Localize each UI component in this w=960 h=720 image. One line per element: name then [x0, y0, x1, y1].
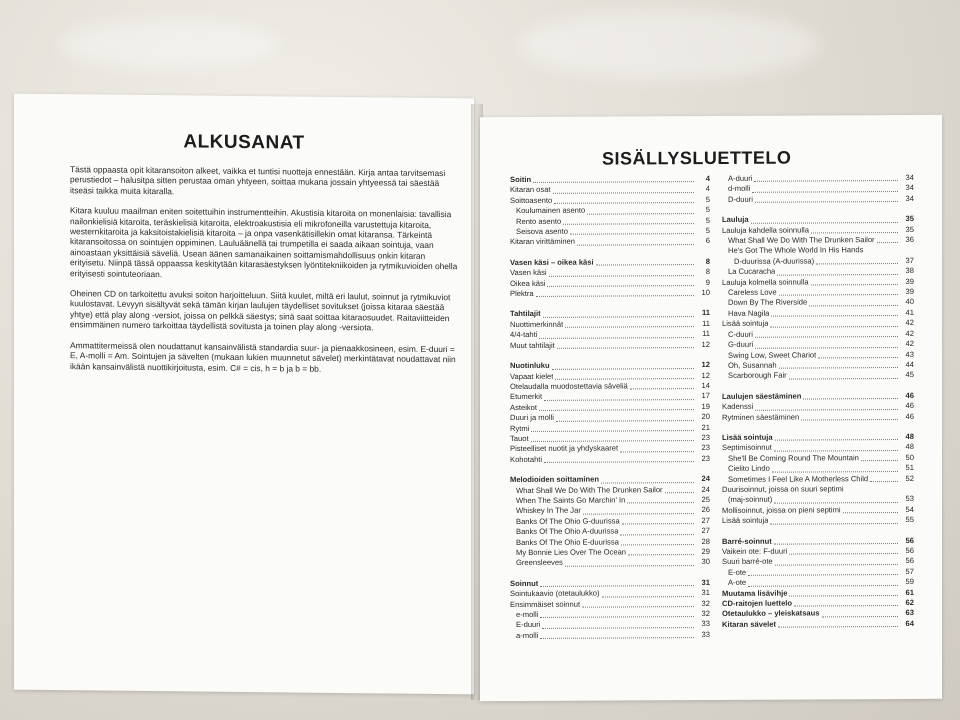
toc-entry-title: Kitaran sävelet — [722, 619, 777, 629]
toc-entry-page: 54 — [905, 504, 914, 514]
toc-entry-page: 12 — [701, 370, 710, 380]
toc-entry-page: 48 — [905, 431, 914, 441]
dot-leader — [602, 596, 695, 597]
toc-entry-page: 45 — [905, 370, 914, 380]
toc-entry-page: 33 — [701, 629, 710, 639]
dot-leader — [577, 244, 694, 246]
dot-leader — [775, 564, 898, 566]
toc-entry-page: 50 — [905, 452, 914, 462]
dot-leader — [539, 337, 694, 339]
toc-entry-title: d-molli — [728, 184, 751, 194]
toc-entry-title: C-duuri — [728, 329, 753, 339]
toc-entry-page: 56 — [905, 535, 914, 545]
toc-entry-title: Lauluja kahdella soinnulla — [722, 225, 809, 235]
toc-entry-title: A-duuri — [728, 173, 753, 183]
dot-leader — [552, 368, 694, 370]
toc-entry-title: Suuri barré-ote — [722, 557, 773, 567]
toc-entry-page: 38 — [905, 266, 914, 276]
dot-leader — [774, 502, 898, 504]
toc-entry-page: 8 — [705, 267, 710, 277]
dot-leader — [803, 398, 898, 399]
toc-entry-page: 48 — [905, 442, 914, 452]
toc-entry-title: Sointukaavio (otetaulukko) — [510, 588, 600, 599]
toc-entry-title: Kitaran virittäminen — [510, 237, 575, 247]
toc-entry-title: E-duuri — [516, 620, 541, 630]
dot-leader — [565, 565, 694, 567]
dot-leader — [772, 471, 898, 473]
toc-entry-page: 64 — [905, 618, 914, 628]
toc-entry — [510, 630, 710, 641]
toc-entry-title: Vasen käsi – oikea käsi — [510, 257, 594, 267]
dot-leader — [557, 347, 694, 349]
toc-entry-title: Banks Of The Ohio G-duurissa — [516, 516, 620, 526]
toc-entry-page: 52 — [905, 473, 914, 483]
toc-column-left — [510, 174, 710, 641]
dot-leader — [620, 451, 694, 452]
toc-entry-page: 59 — [905, 577, 914, 587]
dot-leader — [801, 419, 898, 421]
dot-leader — [627, 502, 694, 503]
paragraph: Tästä oppaasta opit kitaransoiton alkeet, vaikka et tuntisi nuotteja ennestään. Kirja antaa tarvitsemasi perustiedot – halusitpa sitten perustaa oman yhtyeen, soittaa mukana jossain yhtyeessä tai säestää itseäsi taikka muita kitaralla. — [70, 164, 446, 197]
toc-entry-title: Lisää sointuja — [722, 432, 773, 442]
toc-entry-title: Banks Of The Ohio A-duurissa — [516, 526, 619, 537]
toc-entry-page: 23 — [701, 453, 710, 463]
toc-entry-title: Soinnut — [510, 578, 539, 588]
toc-entry-title: Mollisoinnut, joissa on pieni septimi — [722, 505, 841, 515]
dot-leader — [777, 274, 898, 276]
dot-leader — [779, 294, 898, 296]
toc-entry-title: Vapaat kielet — [510, 371, 554, 381]
toc-entry-title: Otetaulukko – yleiskatsaus — [722, 608, 820, 619]
toc-entry-page: 35 — [905, 224, 914, 234]
dot-leader — [775, 439, 898, 441]
dot-leader — [555, 378, 694, 380]
toc-entry-title: Rytminen säestäminen — [722, 412, 800, 422]
dot-leader — [748, 585, 898, 587]
toc-entry-title: Oikea käsi — [510, 278, 546, 288]
toc-entry-title: What Shall We Do With The Drunken Sailor — [516, 484, 663, 495]
toc-entry-page: 5 — [705, 194, 710, 204]
dot-leader — [755, 409, 898, 411]
dot-leader — [622, 523, 694, 524]
dot-leader — [778, 626, 898, 628]
toc-entry-page: 42 — [905, 318, 914, 328]
toc-entry-page: 33 — [701, 619, 710, 629]
toc-entry-title: CD-raitojen luettelo — [722, 598, 793, 608]
dot-leader — [770, 326, 898, 328]
dot-leader — [543, 316, 694, 318]
toc-entry-page: 42 — [905, 328, 914, 338]
dot-leader — [794, 605, 898, 607]
dot-leader — [755, 336, 898, 338]
toc-entry-page: 32 — [701, 598, 710, 608]
toc-entry-page: 12 — [701, 339, 710, 349]
toc-entry-title: Banks Of The Ohio E-duurissa — [516, 537, 619, 547]
toc-entry-title: Cielito Lindo — [728, 463, 770, 474]
toc-entry-title: La Cucaracha — [728, 266, 776, 277]
toc-entry-page: 5 — [705, 215, 710, 225]
dot-leader — [540, 637, 694, 639]
dot-leader — [861, 460, 898, 461]
dot-leader — [544, 461, 694, 463]
dot-leader — [540, 617, 694, 619]
dot-leader — [570, 234, 694, 236]
toc-entry-page: 34 — [905, 193, 914, 203]
dot-leader — [870, 481, 898, 482]
dot-leader — [596, 264, 694, 266]
toc-entry-title: (maj-soinnut) — [728, 495, 773, 505]
toc-entry-title: E-ote — [728, 567, 747, 577]
dot-leader — [751, 222, 898, 224]
dot-leader — [556, 420, 694, 422]
toc-entry-page: 20 — [701, 412, 710, 422]
toc-entry-page: 11 — [702, 318, 710, 328]
toc-entry-page: 29 — [701, 547, 710, 557]
toc-entry-title: a-molli — [516, 630, 539, 640]
toc-entry-page: 61 — [905, 587, 914, 597]
toc-entry-page: 10 — [701, 288, 710, 298]
toc-entry-title: What Shall We Do With The Drunken Sailor — [728, 235, 875, 245]
toc-entry-page: 56 — [905, 545, 914, 555]
toc-entry-title: G-duuri — [728, 339, 754, 350]
toc-entry-title: Seisova asento — [516, 226, 568, 237]
dot-leader — [554, 202, 694, 204]
dot-leader — [771, 315, 898, 317]
toc-entry-page: 25 — [701, 494, 710, 505]
toc-entry-page: 23 — [701, 432, 710, 442]
dot-leader — [811, 284, 898, 285]
toc-entry-page: 55 — [905, 515, 914, 525]
dot-leader — [582, 606, 694, 608]
dot-leader — [531, 440, 694, 442]
toc-entry-page: 63 — [905, 608, 914, 618]
toc-entry-title: Sometimes I Feel Like A Motherless Child — [728, 473, 869, 484]
dot-leader — [789, 378, 898, 380]
toc-entry-title: Muut tahtilajit — [510, 340, 555, 350]
toc-entry-title: Oh, Susannah — [728, 360, 777, 370]
toc-entry-title: When The Saints Go Marchin' In — [516, 495, 626, 505]
toc-entry-page: 26 — [701, 505, 710, 515]
toc-entry-title: Swing Low, Sweet Chariot — [728, 349, 817, 360]
toc-entry-title: Down By The Riverside — [728, 297, 808, 308]
toc-entry-title: Tauot — [510, 433, 529, 443]
toc-entry-title: Otelaudalla muodostettavia säveliä — [510, 381, 628, 391]
toc-entry-title: She'll Be Coming Round The Mountain — [728, 452, 859, 463]
toc-column-right — [722, 173, 914, 630]
toc-entry-title: Duurisoinnut, joissa on suuri septimi — [722, 484, 844, 494]
dot-leader — [549, 275, 694, 277]
toc-entry-page: 36 — [905, 234, 914, 245]
toc-entry-page: 23 — [701, 443, 710, 453]
toc-entry-page: 41 — [905, 307, 914, 317]
toc-entry-title: Etumerkit — [510, 392, 543, 402]
dot-leader — [877, 242, 898, 243]
toc-entry-page: 27 — [701, 526, 710, 536]
paragraph: Ammattitermeissä olen noudattanut kansainvälistä standardia suur- ja pienaakkosineen, esim. E-duuri = E, A-molli = Am. Sointujen ja sävelten (mukaan lukien muunnetut sävelet) merkintätavat noudattavat niin ikään kansainvälistä nuottikirjoitusta, esim. C# = cis, h = b ja b = bb. — [70, 339, 456, 374]
toc-entry-page: 39 — [905, 286, 914, 297]
toc-entry-title: Lisää sointuja — [722, 515, 769, 526]
dot-leader — [587, 213, 694, 215]
toc-entry-title: Lauluja — [722, 215, 749, 225]
dot-leader — [620, 534, 694, 535]
dot-leader — [789, 553, 898, 555]
toc-entry-title: Laulujen säestäminen — [722, 391, 802, 401]
dot-leader — [601, 482, 694, 483]
paragraph: Oheinen CD on tarkoitettu avuksi soiton harjoitteluun. Siitä kuulet, miltä eri laulut, soinnut ja rytmikuviot kuulostavat. Levyyn sisältyvät sekä tämän kirjan laulujen täydelliset sovitukset (joissa kitaraa säestää yhtye) että play along -versiot, joissa on pelkkä säestys; sinä saat soittaa kitaraosuudet. Raitaviitteiden ensimmäinen numero tarkoittaa täydellistä sovitusta ja toinen play along -versiota. — [70, 288, 451, 333]
toc-entry-title: Ensimmäiset soinnut — [510, 599, 581, 609]
toc-entry-title: Kohotahti — [510, 454, 543, 464]
dot-leader — [628, 554, 694, 555]
toc-entry-page: 46 — [905, 411, 914, 421]
page-title: ALKUSANAT — [183, 131, 305, 154]
toc-entry-title: Kadenssi — [722, 401, 754, 412]
toc-entry-title: Nuottimerkinnät — [510, 319, 564, 329]
toc-entry-page: 39 — [905, 276, 914, 286]
toc-entry-page: 9 — [705, 277, 710, 287]
fabric-fold — [520, 10, 820, 80]
dot-leader — [583, 513, 694, 515]
toc-entry-title: Greensleeves — [516, 558, 563, 568]
toc-entry-page: 28 — [701, 536, 710, 546]
toc-entry-title: Nuotinluku — [510, 360, 550, 371]
toc-entry-title: Kitaran osat — [510, 185, 551, 195]
toc-entry-page: 57 — [905, 566, 914, 576]
dot-leader — [544, 399, 694, 401]
toc-entry-title: 4/4-tahti — [510, 330, 538, 340]
toc-entry-page: 46 — [905, 390, 914, 400]
toc-entry-title: Lauluja kolmella soinnulla — [722, 277, 809, 287]
dot-leader — [565, 326, 694, 328]
toc-entry-title: Soittoasento — [510, 195, 553, 205]
toc-entry-title: Duuri ja molli — [510, 412, 554, 423]
toc-entry-page: 30 — [701, 557, 710, 567]
toc-entry-title: Vaikein ote: F-duuri — [722, 546, 788, 556]
toc-entry-page: 31 — [701, 577, 710, 587]
dot-leader — [770, 523, 898, 525]
toc-entry-page: 11 — [702, 329, 710, 339]
dot-leader — [752, 191, 898, 193]
dot-leader — [536, 296, 694, 298]
dot-leader — [748, 574, 898, 576]
foreword-text — [70, 164, 462, 385]
toc-entry-title: A-ote — [728, 578, 747, 588]
dot-leader — [630, 388, 694, 389]
dot-leader — [816, 263, 898, 264]
toc-entry-page: 19 — [701, 401, 710, 411]
toc-entry-title: e-molli — [516, 609, 539, 620]
dot-leader — [621, 544, 694, 545]
toc-entry-title: My Bonnie Lies Over The Ocean — [516, 547, 627, 558]
right-page — [480, 115, 942, 701]
toc-entry-page: 51 — [905, 463, 914, 473]
toc-entry-page: 14 — [701, 380, 710, 390]
toc-entry-page: 35 — [905, 214, 914, 224]
dot-leader — [540, 585, 694, 587]
toc-entry-page: 17 — [701, 391, 710, 401]
toc-entry-page: 53 — [905, 494, 914, 504]
toc-entry-title: Soitin — [510, 174, 532, 185]
page-title: SISÄLLYSLUETTELO — [602, 147, 792, 169]
dot-leader — [542, 627, 694, 629]
dot-leader — [754, 180, 898, 182]
toc-entry-title: Careless Love — [728, 287, 777, 297]
toc-entry-page: 32 — [701, 609, 710, 619]
toc-entry-page: 11 — [701, 308, 710, 318]
toc-entry-title: Koulumainen asento — [516, 205, 586, 216]
dot-leader — [553, 192, 694, 194]
dot-leader — [789, 595, 898, 597]
toc-entry-page: 40 — [905, 297, 914, 307]
dot-leader — [539, 409, 694, 411]
toc-entry-page: 8 — [705, 256, 710, 266]
toc-entry-page: 27 — [701, 515, 710, 525]
toc-entry-page: 46 — [905, 401, 914, 411]
dot-leader — [818, 357, 898, 358]
toc-entry-title: Whiskey In The Jar — [516, 506, 581, 516]
toc-entry-page: 4 — [705, 174, 710, 184]
dot-leader — [822, 616, 899, 617]
dot-leader — [755, 201, 898, 203]
toc-entry-page: 37 — [905, 255, 914, 265]
toc-entry-page: 5 — [705, 205, 710, 215]
dot-leader — [547, 285, 694, 287]
open-book — [14, 94, 944, 704]
dot-leader — [843, 512, 898, 513]
toc-entry-title: Plektra — [510, 288, 534, 299]
toc-entry-title: Asteikot — [510, 402, 538, 412]
toc-entry-title: Lisää sointuja — [722, 318, 769, 329]
toc-entry-page: 5 — [705, 226, 710, 236]
dot-leader — [811, 232, 898, 233]
toc-entry-title: Rytmi — [510, 423, 530, 433]
dot-leader — [563, 223, 694, 225]
dot-leader — [779, 367, 898, 369]
toc-entry-page: 44 — [905, 359, 914, 369]
toc-entry-page: 34 — [905, 183, 914, 193]
fabric-fold — [60, 20, 280, 70]
toc-entry-page: 34 — [905, 172, 914, 182]
toc-entry-title: Tahtilajit — [510, 309, 541, 319]
toc-entry-title: Vasen käsi — [510, 268, 547, 278]
toc-entry-title: Scarborough Fair — [728, 370, 787, 381]
toc-entry-title: Hava Nagila — [728, 308, 770, 318]
toc-entry-title: Muutama lisävihje — [722, 588, 788, 598]
toc-entry-title: Pisteelliset nuotit ja yhdyskaaret — [510, 443, 619, 454]
dot-leader — [665, 492, 694, 493]
toc-entry-page: 12 — [701, 360, 710, 370]
dot-leader — [755, 347, 898, 349]
toc-entry-page: 56 — [905, 556, 914, 566]
toc-entry-title: He's Got The Whole World In His Hands — [728, 245, 864, 256]
toc-entry-page: 31 — [701, 588, 710, 598]
toc-entry-page: 4 — [705, 184, 710, 194]
toc-entry — [722, 619, 914, 630]
toc-entry-title: Melodioiden soittaminen — [510, 474, 600, 485]
toc-entry-title: Septimisoinnut — [722, 443, 772, 453]
toc-entry-title: D-duurissa (A-duurissa) — [734, 256, 815, 266]
dot-leader — [531, 430, 694, 432]
dot-leader — [533, 181, 694, 183]
dot-leader — [774, 450, 898, 452]
dot-leader — [809, 305, 898, 306]
toc-entry-page: 24 — [701, 474, 710, 484]
toc-entry-page: 43 — [905, 349, 914, 359]
paragraph: Kitara kuuluu maailman eniten soitettuihin instrumentteihin. Akustisia kitaroita on monenlaisia: tavallisia nailonkielisiä kitaroita, teräskielisiä kitaroita, elektroakustisia eli mikrofoneilla varustettuja kitaroita, westernkitaroita ja kaksitoistakielisiä kitaroita – ja onpa vasenkätisillekin omat kitaransa. Tärkeintä kitaransoitossa on sointujen oppiminen. Lauluäänellä tai trumpetilla ei saada aikaan sointuja, vaan ainoastaan yksittäisiä säveliä. Usean äänen samanaikainen soittamismahdollisuus onkin kitaran erityisetu. Niinpä tässä oppaassa keskitytään kitarasäestyksen lyöntitekniikoiden ja rytmikuvioiden ohella erityisesti sointuteoriaan. — [70, 205, 458, 279]
toc-entry-page: 24 — [701, 484, 710, 494]
toc-entry-page: 42 — [905, 339, 914, 349]
toc-entry-page: 21 — [701, 422, 710, 432]
toc-entry-title: D-duuri — [728, 194, 753, 204]
left-page — [14, 94, 474, 695]
toc-entry-page: 62 — [905, 597, 914, 608]
toc-entry-title: Barré-soinnut — [722, 536, 772, 546]
dot-leader — [774, 543, 898, 545]
toc-entry-page: 6 — [705, 236, 710, 246]
toc-entry-title: Rento asento — [516, 216, 562, 226]
